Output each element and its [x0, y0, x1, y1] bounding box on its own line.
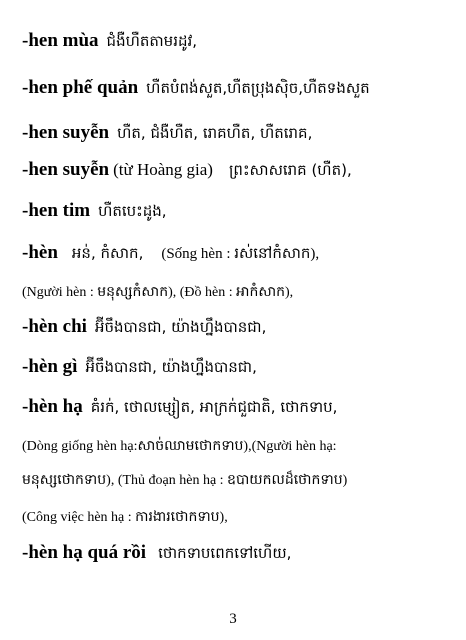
page-number: 3 — [229, 611, 237, 627]
entry-hen-suyen — [22, 122, 456, 145]
headword: -hen suyễn — [22, 122, 110, 143]
entry-hen-ha — [22, 396, 456, 419]
definition: អ៊ីចឹងបានជា, យ៉ាងហ្នឹងបានជា, — [94, 318, 267, 336]
definition: ហឺតបេះដូង, — [98, 202, 167, 220]
headword: -hèn — [22, 242, 58, 263]
register-note: (từ Hoàng gia) — [113, 160, 213, 179]
example-line: (Người hèn : មនុស្សកំសាក), (Đồ hèn : អាកំសាក), — [22, 285, 294, 300]
headword: -hen phế quản — [22, 77, 139, 98]
example-line: (Dòng giống hèn hạ:សាច់ឈាមថោកទាប),(Người hèn hạ: — [22, 439, 337, 454]
entry-hen-phe-quan — [22, 77, 456, 100]
definition: ថោកទាបពេកទៅហើយ, — [158, 544, 292, 562]
example-note: (Sống hèn : រស់នៅកំសាក), — [161, 246, 320, 262]
headword: -hèn hạ quá rồi — [22, 542, 147, 563]
entry-hen-ha-examples-3 — [22, 507, 456, 527]
definition: អន់, កំសាក, — [71, 244, 144, 262]
entry-hen-ha-qua-roi — [22, 542, 456, 565]
definition: ជំងឺហឺតតាមរដូវ, — [106, 32, 198, 50]
headword: -hèn gì — [22, 356, 78, 377]
example-line: (Công việc hèn hạ : ការងារថោកទាប), — [22, 510, 228, 525]
definition: ហឺតបំពង់សួត,ហឺតប្រុងស៊ិច,ហឺតទងសួត — [146, 79, 370, 97]
entry-hen-chi — [22, 316, 456, 339]
headword: -hèn chi — [22, 316, 87, 337]
entry-hen-suyen-royal — [22, 159, 456, 182]
headword: -hen mùa — [22, 30, 99, 51]
entry-hen-gi — [22, 356, 456, 379]
entry-hen-ha-examples-2 — [22, 470, 456, 490]
example-line: មនុស្សថោកទាប), (Thủ đoạn hèn hạ : ឧបាយកលដ៏ថោកទាប) — [22, 473, 348, 488]
entry-hen-examples — [22, 282, 456, 302]
entry-hen-mua — [22, 30, 456, 53]
definition: គំរក់, ថោលម្សៀត, អាក្រក់ជួជាតិ, ថោកទាប, — [90, 398, 338, 416]
definition: ព្រះសាសរោគ (ហឺត), — [228, 161, 352, 179]
entry-hen-tim — [22, 200, 456, 223]
headword: -hèn hạ — [22, 396, 83, 417]
entry-hen-ha-examples-1 — [22, 436, 456, 456]
definition: ហឺត, ជំងឺហឺត, រោគហឺត, ហឺតរោគ, — [117, 124, 313, 142]
entry-hen — [22, 242, 456, 265]
headword: -hen tim — [22, 200, 91, 221]
definition: អ៊ីចឹងបានជា, យ៉ាងហ្នឹងបានជា, — [85, 358, 257, 376]
headword: -hen suyễn — [22, 159, 110, 180]
